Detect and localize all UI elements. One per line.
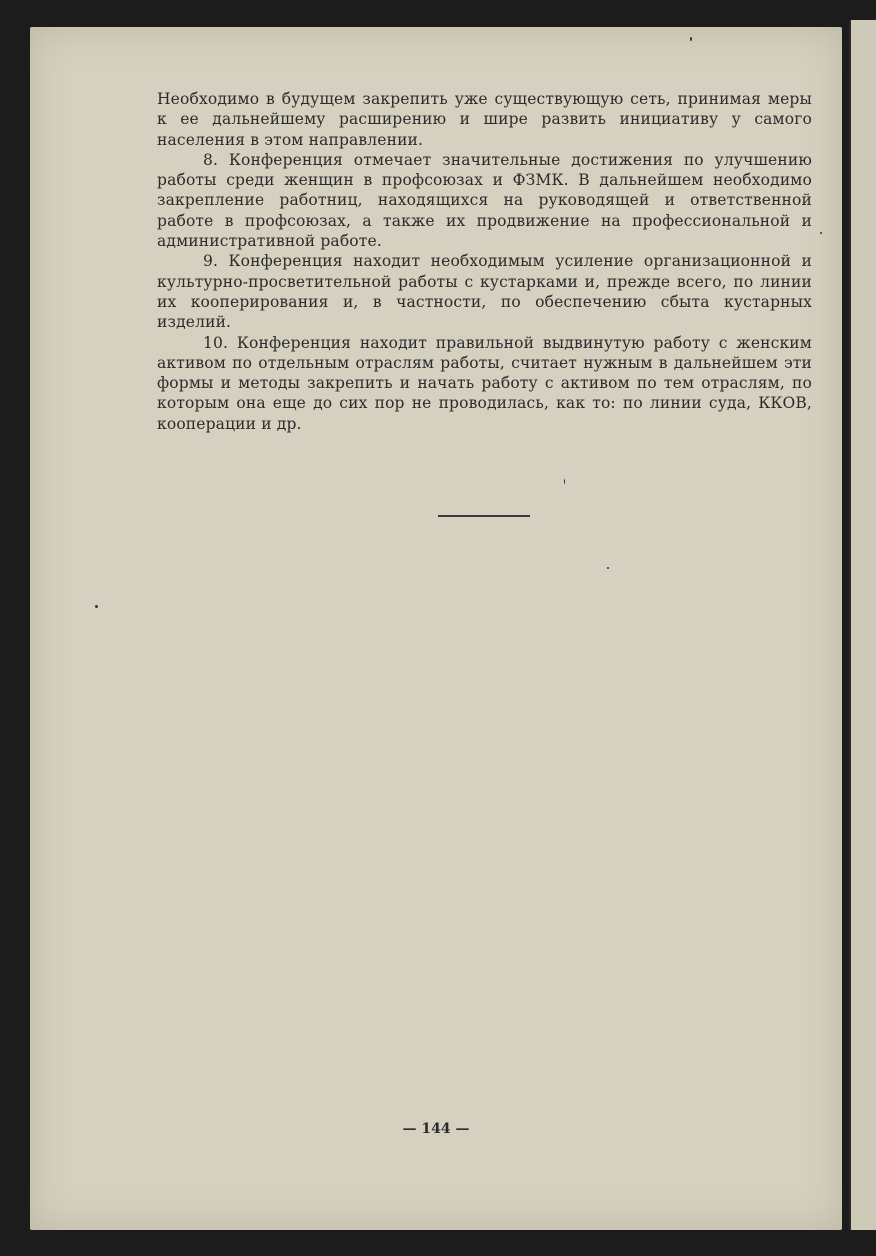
paper-speck — [820, 232, 822, 234]
paragraph-continuation: Необходимо в будущем закрепить уже существующую сеть, принимая меры к ее дальнейшему расширению и шире развить инициативу у самого населения в этом направлении. — [157, 90, 812, 149]
section-divider-rule — [438, 515, 530, 517]
paragraph-9: 9. Конференция находит необходимым усиление организационной и культурно-просветительной работы с кустарками и, прежде всего, по линии их кооперирования и, в частности, по обеспечению сбыта кустарных изделий. — [157, 252, 812, 332]
document-page — [30, 27, 842, 1230]
body-text — [157, 89, 812, 434]
paragraph-10: 10. Конференция находит правильной выдвинутую работу с женским активом по отдельным отраслям работы, считает нужным в дальнейшем эти формы и методы закрепить и начать работу с активом по тем отраслям, по которым она еще до сих пор не проводилась, как то: по линии суда, ККОВ, кооперации и др. — [157, 333, 812, 433]
paper-speck — [607, 567, 609, 569]
paper-speck — [95, 605, 98, 608]
paragraph-8: 8. Конференция отмечает значительные достижения по улучшению работы среди женщин в профсоюзах и ФЗМК. В дальнейшем необходимо закрепление работниц, находящихся на руководящей и ответственной работе в профсоюзах, а также их продвижение на профессиональной и административной работе. — [157, 150, 812, 251]
adjacent-page-edge — [849, 20, 876, 1230]
page-number: — 144 — — [402, 1121, 470, 1137]
paper-speck — [690, 37, 692, 41]
paper-speck — [564, 479, 565, 484]
